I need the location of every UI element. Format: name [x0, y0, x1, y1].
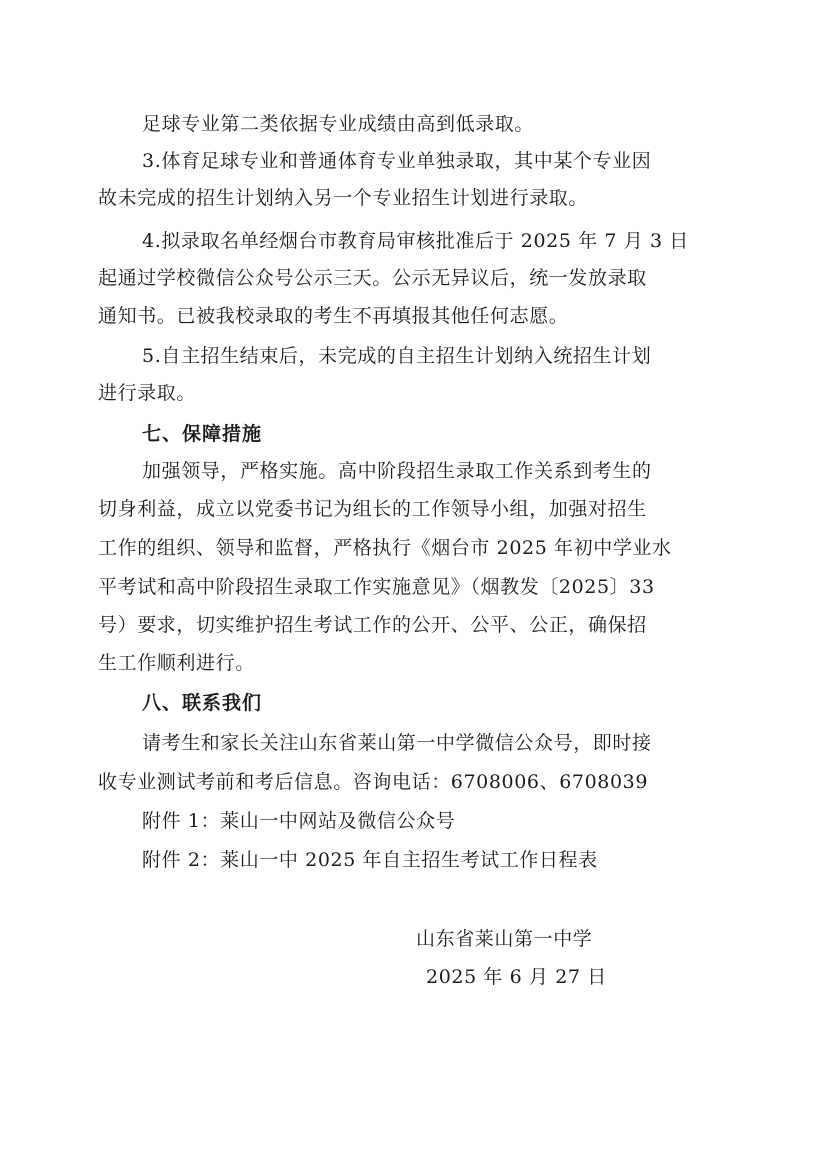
paragraph-line: 切身利益，成立以党委书记为组长的工作领导小组，加强对招生	[98, 498, 647, 520]
paragraph-line: 足球专业第二类依据专业成绩由高到低录取。	[142, 113, 535, 135]
paragraph-line: 加强领导，严格实施。高中阶段招生录取工作关系到考生的	[142, 460, 652, 482]
signature-date: 2025 年 6 月 27 日	[426, 966, 607, 988]
paragraph-line: 4.拟录取名单经烟台市教育局审核批准后于 2025 年 7 月 3 日	[142, 230, 689, 252]
section-heading-guarantee: 七、保障措施	[142, 423, 263, 445]
paragraph-line: 收专业测试考前和考后信息。咨询电话：6708006、6708039	[98, 771, 649, 793]
paragraph-line: 进行录取。	[98, 382, 197, 404]
paragraph-line: 5.自主招生结束后，未完成的自主招生计划纳入统招生计划	[142, 345, 652, 367]
paragraph-line: 生工作顺利进行。	[98, 652, 255, 674]
paragraph-line: 工作的组织、领导和监督，严格执行《烟台市 2025 年初中学业水	[98, 537, 672, 559]
paragraph-line: 故未完成的招生计划纳入另一个专业招生计划进行录取。	[98, 187, 589, 209]
paragraph-line: 请考生和家长关注山东省莱山第一中学微信公众号，即时接	[142, 732, 652, 754]
attachment-line: 附件 1：莱山一中网站及微信公众号	[142, 810, 456, 832]
paragraph-line: 3.体育足球专业和普通体育专业单独录取，其中某个专业因	[142, 150, 652, 172]
paragraph-line: 号）要求，切实维护招生考试工作的公开、公平、公正，确保招	[98, 614, 647, 636]
paragraph-line: 通知书。已被我校录取的考生不再填报其他任何志愿。	[98, 305, 569, 327]
attachment-line: 附件 2：莱山一中 2025 年自主招生考试工作日程表	[142, 849, 598, 871]
signature-org: 山东省莱山第一中学	[416, 928, 593, 950]
paragraph-line: 起通过学校微信公众号公示三天。公示无异议后，统一发放录取	[98, 267, 647, 289]
section-heading-contact: 八、联系我们	[142, 692, 263, 714]
paragraph-line: 平考试和高中阶段招生录取工作实施意见》（烟教发〔2025〕33	[98, 576, 655, 598]
